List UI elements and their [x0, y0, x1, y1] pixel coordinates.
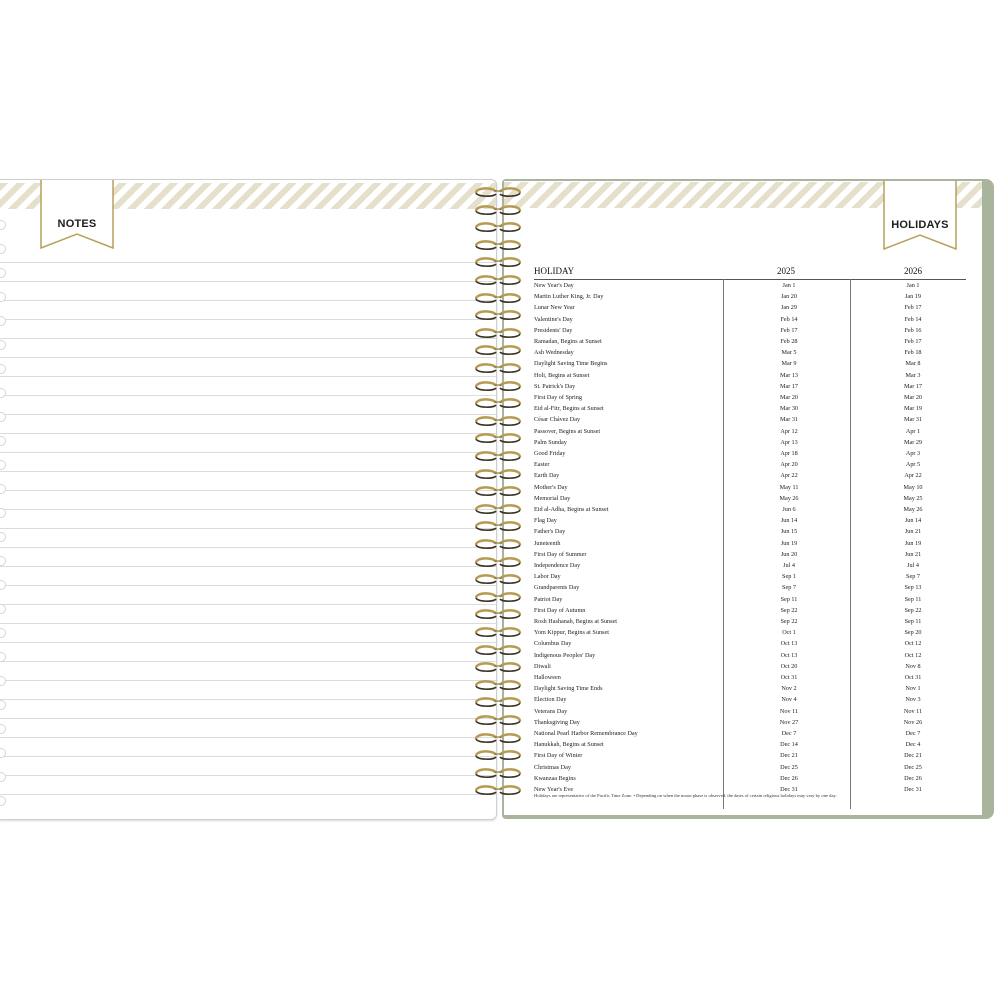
date-2025: Feb 17 — [780, 326, 798, 334]
date-2026: Jun 21 — [904, 528, 922, 536]
table-row — [534, 616, 966, 627]
date-2026: Mar 29 — [903, 438, 923, 446]
header-2026: 2026 — [904, 266, 922, 276]
date-2026: Mar 19 — [903, 405, 923, 413]
date-2026: Oct 12 — [904, 640, 922, 648]
date-2025: Apr 20 — [780, 461, 798, 469]
holiday-name: Labor Day — [534, 573, 561, 581]
table-row — [534, 750, 966, 761]
date-2026: Jul 4 — [907, 562, 919, 569]
holiday-name: First Day of Summer — [534, 550, 587, 558]
pennant-flag-icon — [883, 181, 957, 251]
spiral-ring-icon — [472, 344, 524, 356]
date-2025: Oct 1 — [782, 629, 796, 637]
table-row — [534, 706, 966, 717]
date-2026: Jun 14 — [904, 517, 922, 525]
table-row — [534, 403, 966, 414]
spiral-ring-icon — [472, 450, 524, 462]
spiral-ring-icon — [472, 591, 524, 603]
holiday-name: Eid al-Adha, Begins at Sunset — [534, 506, 609, 513]
holiday-name: Martin Luther King, Jr. Day — [534, 293, 604, 301]
date-2026: Jun 21 — [904, 550, 922, 558]
date-2025: Sep 7 — [782, 584, 796, 592]
table-row — [534, 493, 966, 504]
date-2026: Apr 22 — [904, 472, 922, 480]
date-2025: Oct 31 — [780, 674, 798, 681]
date-2026: Feb 16 — [904, 326, 922, 334]
table-row — [534, 605, 966, 616]
spiral-ring-icon — [472, 380, 524, 392]
punch-hole — [0, 340, 6, 350]
spiral-ring-icon — [472, 292, 524, 304]
table-row — [534, 650, 966, 661]
spiral-ring-icon — [472, 784, 524, 796]
table-footnote: Holidays are representative of the Pacific Time Zone. • Depending on when the moon phase is observed, the dates of certain religious holidays may vary by one day. — [534, 793, 837, 798]
holiday-name: Indigenous Peoples' Day — [534, 651, 596, 659]
date-2025: Jun 20 — [780, 550, 798, 558]
date-2025: Mar 31 — [779, 416, 799, 424]
holiday-name: New Year's Day — [534, 282, 574, 289]
holiday-name: Thanksgiving Day — [534, 718, 580, 726]
table-row — [534, 717, 966, 728]
spiral-ring-icon — [472, 327, 524, 339]
date-2025: Oct 13 — [780, 640, 798, 648]
table-row — [534, 773, 966, 784]
table-row — [534, 739, 966, 750]
holiday-name: Rosh Hashanah, Begins at Sunset — [534, 618, 618, 625]
punch-hole — [0, 412, 6, 422]
holiday-name: Yom Kippur, Begins at Sunset — [534, 629, 609, 637]
date-2026: Dec 7 — [905, 730, 921, 737]
punch-hole — [0, 532, 6, 542]
holidays-tab — [883, 181, 957, 251]
spiral-ring-icon — [472, 608, 524, 620]
table-row — [534, 381, 966, 392]
table-row — [534, 728, 966, 739]
spiral-ring-icon — [472, 256, 524, 268]
date-2026: Apr 5 — [905, 461, 921, 469]
holiday-name: Independence Day — [534, 562, 581, 569]
holiday-name: Holi, Begins at Sunset — [534, 371, 590, 379]
date-2025: Dec 7 — [781, 730, 797, 737]
spiral-ring-icon — [472, 432, 524, 444]
table-row — [534, 280, 966, 291]
spiral-ring-icon — [472, 485, 524, 497]
punch-hole — [0, 388, 6, 398]
date-2026: Mar 8 — [905, 360, 921, 368]
date-2025: Jan 29 — [781, 304, 797, 312]
table-row — [534, 414, 966, 425]
table-row — [534, 314, 966, 325]
table-row — [534, 347, 966, 358]
date-2026: Mar 3 — [905, 371, 921, 379]
punch-hole — [0, 772, 6, 782]
punch-hole — [0, 604, 6, 614]
table-header — [534, 265, 966, 280]
date-2025: Jun 6 — [782, 506, 796, 513]
table-row — [534, 549, 966, 560]
date-2026: Oct 31 — [904, 674, 922, 681]
spiral-ring-icon — [472, 556, 524, 568]
date-2025: Nov 27 — [779, 718, 799, 726]
holiday-name: Passover, Begins at Sunset — [534, 427, 601, 435]
spiral-ring-icon — [472, 732, 524, 744]
pennant-flag-icon — [40, 179, 114, 250]
holiday-name: Veterans Day — [534, 707, 568, 715]
date-2026: Sep 11 — [904, 618, 922, 625]
date-2025: May 11 — [779, 483, 799, 491]
holiday-name: Daylight Saving Time Begins — [534, 360, 608, 368]
holiday-name: Good Friday — [534, 450, 566, 457]
spiral-ring-icon — [472, 221, 524, 233]
spiral-ring-icon — [472, 362, 524, 374]
date-2026: Nov 11 — [903, 707, 923, 715]
date-2026: Oct 12 — [904, 651, 922, 659]
holiday-name: César Chávez Day — [534, 416, 581, 424]
date-2025: Apr 13 — [780, 438, 798, 446]
date-2026: Apr 3 — [905, 450, 921, 457]
holiday-name: Hanukkah, Begins at Sunset — [534, 741, 604, 749]
table-row — [534, 482, 966, 493]
holiday-name: Eid al-Fitr, Begins at Sunset — [534, 405, 604, 413]
date-2025: Sep 11 — [780, 595, 798, 603]
table-row — [534, 594, 966, 605]
spiral-ring-icon — [472, 415, 524, 427]
punch-hole — [0, 316, 6, 326]
date-2026: Dec 21 — [904, 752, 922, 760]
ruled-lines — [0, 244, 496, 813]
date-2026: Sep 20 — [904, 629, 922, 637]
spiral-ring-icon — [472, 626, 524, 638]
holiday-name: Earth Day — [534, 472, 560, 480]
holiday-name: Ash Wednesday — [534, 349, 574, 357]
holiday-name: Palm Sunday — [534, 438, 567, 446]
date-2025: Apr 12 — [780, 427, 798, 435]
punch-hole — [0, 700, 6, 710]
holiday-name: Easter — [534, 461, 550, 469]
spiral-ring-icon — [472, 239, 524, 251]
date-2025: Jan 1 — [782, 282, 796, 289]
table-row — [534, 560, 966, 571]
header-holiday: HOLIDAY — [534, 266, 575, 276]
date-2025: Nov 11 — [779, 707, 799, 715]
holiday-name: Grandparents Day — [534, 584, 580, 592]
table-row — [534, 448, 966, 459]
date-2026: Feb 18 — [904, 349, 922, 357]
date-2026: Feb 17 — [904, 304, 922, 312]
date-2026: Sep 7 — [906, 573, 920, 581]
punch-hole — [0, 460, 6, 470]
spiral-ring-icon — [472, 714, 524, 726]
date-2025: Oct 13 — [780, 651, 798, 659]
holiday-name: National Pearl Harbor Remembrance Day — [534, 730, 638, 737]
spiral-ring-icon — [472, 644, 524, 656]
holiday-name: Christmas Day — [534, 763, 571, 771]
holidays-tab-label: HOLIDAYS — [891, 219, 949, 231]
spiral-ring-icon — [472, 468, 524, 480]
date-2025: Nov 4 — [781, 696, 797, 704]
table-row — [534, 426, 966, 437]
date-2026: Jan 19 — [905, 293, 921, 301]
spiral-ring-icon — [472, 309, 524, 321]
date-2025: Nov 2 — [781, 685, 797, 693]
date-2025: Feb 28 — [780, 338, 798, 345]
holiday-name: Flag Day — [534, 517, 557, 525]
holiday-name: St. Patrick's Day — [534, 382, 576, 390]
notes-tab-label: NOTES — [57, 218, 97, 230]
punch-hole — [0, 364, 6, 374]
table-row — [534, 694, 966, 705]
notes-page — [0, 179, 497, 820]
holiday-name: Election Day — [534, 696, 567, 704]
spiral-ring-icon — [472, 520, 524, 532]
table-row — [534, 538, 966, 549]
spiral-ring-icon — [472, 767, 524, 779]
spiral-ring-icon — [472, 204, 524, 216]
date-2026: May 10 — [903, 483, 923, 491]
table-row — [534, 582, 966, 593]
table-row — [534, 571, 966, 582]
punch-hole — [0, 268, 6, 278]
punch-hole — [0, 580, 6, 590]
date-2025: Jun 14 — [780, 517, 798, 525]
holiday-name: Halloween — [534, 674, 561, 681]
punch-hole — [0, 508, 6, 518]
table-row — [534, 291, 966, 302]
punch-hole — [0, 436, 6, 446]
date-2026: Dec 31 — [904, 786, 922, 793]
date-2025: Feb 14 — [780, 315, 798, 323]
date-2026: Nov 26 — [903, 718, 923, 726]
holiday-name: First Day of Spring — [534, 394, 582, 401]
table-row — [534, 336, 966, 347]
punch-hole — [0, 556, 6, 566]
date-2025: Apr 22 — [780, 472, 798, 480]
table-row — [534, 526, 966, 537]
punch-hole — [0, 220, 6, 230]
date-2025: Dec 14 — [780, 741, 798, 749]
punch-hole — [0, 484, 6, 494]
holiday-name: First Day of Winter — [534, 752, 583, 760]
table-row — [534, 392, 966, 403]
table-row — [534, 683, 966, 694]
holiday-name: Columbus Day — [534, 640, 572, 648]
spiral-ring-icon — [472, 679, 524, 691]
date-2025: Jan 20 — [781, 293, 797, 301]
date-2025: Mar 13 — [779, 371, 799, 379]
punch-hole — [0, 748, 6, 758]
spiral-ring-icon — [472, 661, 524, 673]
table-row — [534, 302, 966, 313]
table-row — [534, 627, 966, 638]
date-2025: Mar 9 — [781, 360, 797, 368]
date-2025: Dec 26 — [780, 774, 798, 782]
date-2026: Sep 13 — [904, 584, 922, 592]
header-2025: 2025 — [777, 266, 795, 276]
holiday-name: Father's Day — [534, 528, 566, 536]
punch-hole — [0, 292, 6, 302]
date-2025: Sep 22 — [780, 606, 798, 614]
date-2026: Dec 25 — [904, 763, 922, 771]
date-2025: Oct 20 — [780, 662, 798, 670]
punch-hole — [0, 724, 6, 734]
table-row — [534, 437, 966, 448]
holiday-name: Ramadan, Begins at Sunset — [534, 338, 602, 345]
table-row — [534, 661, 966, 672]
holiday-name: Valentine's Day — [534, 315, 573, 323]
date-2025: Sep 1 — [782, 573, 796, 581]
holiday-name: First Day of Autumn — [534, 606, 586, 614]
punch-holes — [0, 220, 6, 800]
date-2026: Dec 26 — [904, 774, 922, 782]
holiday-name: Daylight Saving Time Ends — [534, 685, 603, 693]
date-2026: Nov 3 — [905, 696, 921, 704]
table-row — [534, 515, 966, 526]
date-2026: May 25 — [903, 494, 923, 502]
date-2026: Sep 22 — [904, 606, 922, 614]
date-2026: Feb 14 — [904, 315, 922, 323]
date-2026: Mar 20 — [903, 394, 923, 401]
table-row — [534, 470, 966, 481]
date-2026: Sep 11 — [904, 595, 922, 603]
holiday-name: Juneteenth — [534, 539, 561, 547]
holiday-name: Memorial Day — [534, 494, 571, 502]
date-2026: Jun 19 — [904, 539, 922, 547]
date-2026: Dec 4 — [905, 741, 921, 749]
holiday-name: Kwanzaa Begins — [534, 774, 576, 782]
date-2026: Apr 1 — [905, 427, 921, 435]
date-2025: Jun 19 — [780, 539, 798, 547]
notes-tab — [40, 179, 114, 250]
holiday-name: Patriot Day — [534, 595, 563, 603]
date-2025: Mar 20 — [779, 394, 799, 401]
date-2025: Dec 25 — [780, 763, 798, 771]
date-2025: Mar 30 — [779, 405, 799, 413]
date-2025: Dec 21 — [780, 752, 798, 760]
spiral-ring-icon — [472, 274, 524, 286]
table-row — [534, 358, 966, 369]
date-2025: Jun 15 — [780, 528, 798, 536]
punch-hole — [0, 676, 6, 686]
holidays-page — [504, 181, 982, 815]
table-row — [534, 370, 966, 381]
table-row — [534, 762, 966, 773]
spiral-ring-icon — [472, 186, 524, 198]
date-2025: Apr 18 — [780, 450, 798, 457]
date-2025: Jul 4 — [783, 562, 795, 569]
table-row — [534, 504, 966, 515]
spiral-binding — [472, 186, 526, 806]
holiday-name: Lunar New Year — [534, 304, 575, 312]
holiday-name: New Year's Eve — [534, 786, 574, 793]
date-2025: Mar 5 — [781, 349, 797, 357]
spiral-ring-icon — [472, 696, 524, 708]
punch-hole — [0, 652, 6, 662]
date-2026: Nov 1 — [905, 685, 921, 693]
date-2025: Sep 22 — [780, 618, 798, 625]
date-2026: Feb 17 — [904, 338, 922, 345]
date-2026: May 26 — [903, 506, 923, 513]
table-row — [534, 672, 966, 683]
table-row — [534, 325, 966, 336]
table-row — [534, 459, 966, 470]
date-2025: May 26 — [779, 494, 799, 502]
holiday-name: Mother's Day — [534, 483, 568, 491]
date-2025: Dec 31 — [780, 786, 798, 793]
punch-hole — [0, 628, 6, 638]
spiral-ring-icon — [472, 538, 524, 550]
date-2026: Mar 17 — [903, 382, 923, 390]
date-2026: Jan 1 — [906, 282, 920, 289]
date-2026: Nov 8 — [905, 662, 921, 670]
spiral-ring-icon — [472, 397, 524, 409]
punch-hole — [0, 244, 6, 254]
holiday-name: Diwali — [534, 662, 551, 670]
spiral-ring-icon — [472, 749, 524, 761]
date-2026: Mar 31 — [903, 416, 923, 424]
spiral-ring-icon — [472, 503, 524, 515]
spiral-ring-icon — [472, 573, 524, 585]
table-row — [534, 638, 966, 649]
date-2025: Mar 17 — [779, 382, 799, 390]
holiday-name: Presidents' Day — [534, 326, 573, 334]
